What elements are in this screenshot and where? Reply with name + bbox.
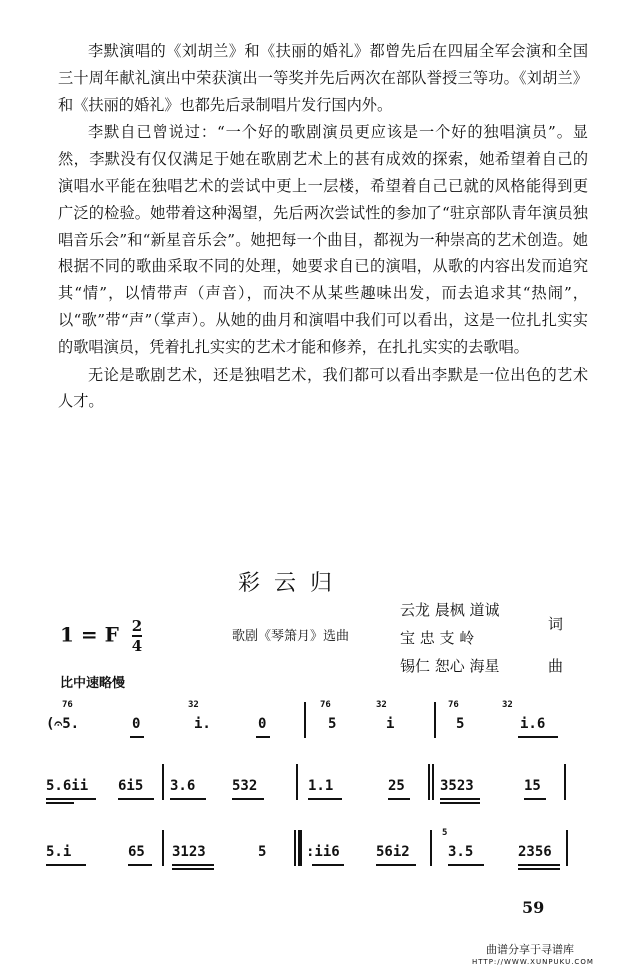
underline [518,736,558,738]
score-note: (𝄐5. [46,716,80,732]
composers-line: 锡仁 恕心 海星 曲 [400,652,500,680]
page-number: 59 [522,898,545,917]
underline [518,868,560,870]
score-note: i. [194,716,211,732]
barline [564,764,566,800]
lyricists-line-2: 宝 忠 支 岭 词 [400,624,500,652]
watermark-url: HTTP://WWW.XUNPUKU.COM [472,958,594,966]
tempo-marking: 比中速略慢 [60,676,126,691]
score-note: 3123 [172,844,206,860]
score-row-2 [46,764,578,804]
underline [388,798,410,800]
score-note: 0 [258,716,267,732]
score-row-3 [46,830,578,870]
lyric-role: 词 [548,615,564,633]
grace-note: 76 [448,700,459,710]
underline [440,798,480,800]
song-source: 歌剧《琴箫月》选曲 [232,629,350,644]
score-note: 25 [388,778,405,794]
lyricists-line: 云龙 晨枫 道诚 [400,601,500,619]
score-note: 15 [524,778,541,794]
underline [128,864,152,866]
score-note: i.6 [520,716,546,732]
time-denominator: 4 [131,637,143,655]
score-note: 532 [232,778,258,794]
score-note: 0 [132,716,141,732]
score-note: 1.1 [308,778,334,794]
score-row-1 [46,702,578,742]
grace-note: 32 [502,700,513,710]
grace-note: 32 [376,700,387,710]
grace-note: 5 [442,828,448,838]
time-numerator: 2 [131,617,143,635]
composer-role: 曲 [548,657,564,675]
repeat-barline [298,830,302,866]
underline [130,736,144,738]
key-label: 1 = F [60,622,119,647]
underline [46,798,96,800]
score-note: 3523 [440,778,474,794]
paragraph-2: 李默自已曾说过：“一个好的歌剧演员更应该是一个好的独唱演员”。显然，李默没有仅仅满足于她在歌剧艺术上的甚有成效的探索，她希望着自己的演唱水平能在独唱艺术的尝试中更上一层楼，希望着自己已就的风格能得到更广泛的检验。她带着这种渴望，先后两次尝试性的参加了“驻京部队青年演员独唱音乐会”和“新星音乐会”。她把每一个曲目，都视为一种崇高的艺术创造。她根据不同的歌曲采取不同的处理，她要求自已的演唱，从歌的内容出发而追究其“情”，以情带声（声音），而决不从某些趣味出发，而去追求其“热闹”，以“歌”带“声”（掌声）。从她的曲月和演唱中我们可以看出，这是一位扎扎实实的歌唱演员，凭着扎扎实实的艺术才能和修养，在扎扎实实的去歌唱。 [58,123,588,356]
barline [296,764,298,800]
grace-note: 32 [188,700,199,710]
paragraph-3: 无论是歌剧艺术，还是独唱艺术，我们都可以看出李默是一位出色的艺术人才。 [58,365,588,411]
barline [304,702,306,738]
underline [46,864,86,866]
underline [312,864,344,866]
article-body [58,38,588,415]
underline [440,802,480,804]
underline [256,736,270,738]
barline [294,830,296,866]
score-note: 6i5 [118,778,144,794]
barline [430,830,432,866]
underline [170,798,206,800]
underline [308,798,342,800]
underline [172,868,214,870]
barline [434,702,436,738]
score-note: 5.i [46,844,72,860]
paragraph-1: 李默演唱的《刘胡兰》和《扶丽的婚礼》都曾先后在四届全军会演和全国三十周年献礼演出中荣获演出一等奖并先后两次在部队誉授三等功。《刘胡兰》和《扶丽的婚礼》也都先后录制唱片发行国内外。 [58,42,588,114]
barline [162,830,164,866]
grace-note: 76 [320,700,331,710]
score-note: :ii6 [306,844,340,860]
underline [46,802,74,804]
underline [524,798,546,800]
score-note: 65 [128,844,145,860]
score-note: 5 [258,844,267,860]
key-signature [60,617,142,655]
credits [400,596,564,680]
underline [518,864,560,866]
barline [162,764,164,800]
underline [172,864,214,866]
underline [448,864,484,866]
score-note: 5.6ii [46,778,89,794]
score-note: 3.5 [448,844,474,860]
underline [232,798,264,800]
score-note: 3.6 [170,778,196,794]
watermark-text: 曲谱分享于寻谱库 [486,943,574,956]
grace-note: 76 [62,700,73,710]
underline [118,798,154,800]
score-note: 5 [328,716,337,732]
underline [376,864,416,866]
barline [428,764,430,800]
song-title: 彩云归 [238,571,347,596]
barline [432,764,434,800]
score-note: 2356 [518,844,552,860]
barline [566,830,568,866]
score-note: 5 [456,716,465,732]
score-note: i [386,716,395,732]
score-note: 56i2 [376,844,410,860]
time-signature [132,617,142,655]
